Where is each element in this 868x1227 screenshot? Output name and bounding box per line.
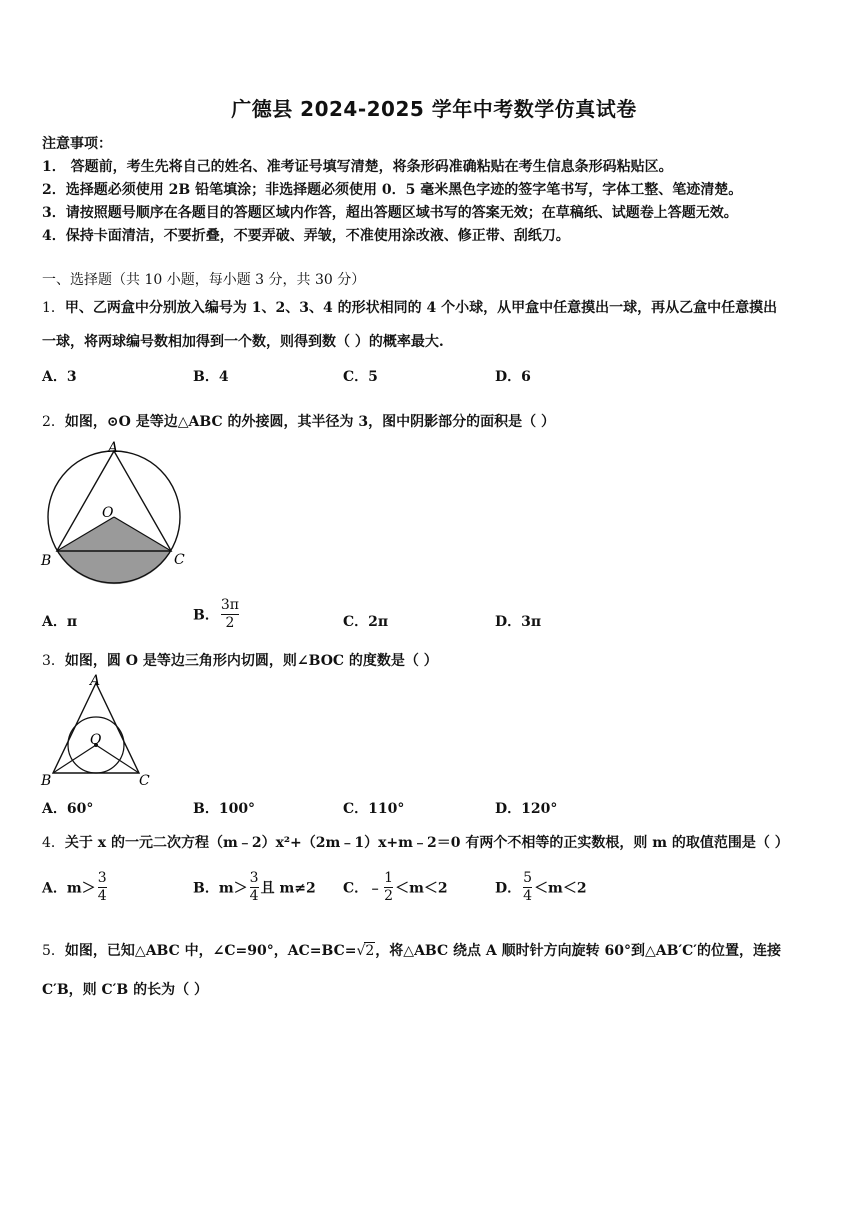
q4-line xyxy=(42,832,789,852)
q3-option-c: C．110° xyxy=(343,801,405,817)
q2-number: 2． xyxy=(42,414,65,430)
q4-option-c-fraction xyxy=(384,870,393,905)
q4-option-d-prefix: D． xyxy=(495,880,522,897)
q3-text: 如图，圆 O 是等边三角形内切圆，则∠BOC 的度数是（ ） xyxy=(64,653,438,669)
q3-label-a: A xyxy=(90,673,101,689)
q4-option-c-suffix: ＜m＜2 xyxy=(395,880,448,897)
q3-label-b: B xyxy=(41,773,52,789)
q1-line1 xyxy=(42,297,777,317)
q4-option-d-denominator: 4 xyxy=(523,888,533,904)
q4-option-a-denominator: 4 xyxy=(97,888,107,904)
q4-option-d-suffix: ＜m＜2 xyxy=(534,880,587,897)
q1-option-a: A．3 xyxy=(42,369,77,385)
q2-option-b-letter: B． xyxy=(193,607,219,624)
q3-triangle xyxy=(53,683,139,773)
q2-label-b: B xyxy=(41,553,52,569)
notice-item-1: 1． 答题前，考生先将自己的姓名、准考证号填写清楚，将条形码准确粘贴在考生信息条形码粘贴区。 xyxy=(42,159,673,175)
q5-text-post: ，将△ABC 绕点 A 顺时针方向旋转 60°到△AB′C′的位置，连接 xyxy=(375,943,781,959)
q3-line xyxy=(42,650,438,670)
q3-option-d: D．120° xyxy=(495,801,558,817)
q4-option-b xyxy=(193,870,316,905)
notice-heading: 注意事项： xyxy=(42,136,112,152)
q3-option-a: A．60° xyxy=(42,801,94,817)
q3-option-b: B．100° xyxy=(193,801,256,817)
q1-line2: 一球，将两球编号数相加得到一个数，则得到数（ ）的概率最大. xyxy=(42,334,444,350)
q2-option-c: C．2π xyxy=(343,614,389,630)
q2-figure xyxy=(38,437,188,597)
q4-option-d-numerator: 5 xyxy=(523,870,533,886)
q5-text-pre: 如图，已知△ABC 中，∠C=90°，AC=BC= xyxy=(64,943,357,959)
q5-line1 xyxy=(42,940,781,960)
notice-item-3: 3．请按照题号顺序在各题目的答题区域内作答，超出答题区域书写的答案无效；在草稿纸、试题卷上答题无效。 xyxy=(42,205,738,221)
q3-label-o: O xyxy=(90,732,102,748)
q4-number: 4． xyxy=(42,835,65,851)
q4-option-b-suffix: 且 m≠2 xyxy=(260,880,316,897)
q2-option-b-denominator: 2 xyxy=(225,615,235,631)
page-title: 广德县 2024-2025 学年中考数学仿真试卷 xyxy=(231,97,637,121)
q2-option-b xyxy=(193,597,241,632)
q2-option-d: D．3π xyxy=(495,614,542,630)
q5-line2: C′B，则 C′B 的长为（ ） xyxy=(42,982,208,998)
q4-option-b-fraction xyxy=(250,870,259,905)
q4-option-a-prefix: A．m＞ xyxy=(42,880,96,897)
q4-option-b-prefix: B．m＞ xyxy=(193,880,248,897)
q3-figure xyxy=(38,671,158,791)
q4-option-d xyxy=(495,870,587,905)
q1-option-d: D．6 xyxy=(495,369,531,385)
q4-option-c-prefix: C．﹣ xyxy=(343,880,383,897)
q4-option-b-denominator: 4 xyxy=(249,888,259,904)
q4-option-a-numerator: 3 xyxy=(97,870,107,886)
q5-sqrt-value: 2 xyxy=(365,943,375,959)
q4-option-d-fraction xyxy=(523,870,532,905)
notice-item-4: 4．保持卡面清洁，不要折叠，不要弄破、弄皱，不准使用涂改液、修正带、刮纸刀。 xyxy=(42,228,570,244)
q4-option-a-fraction xyxy=(98,870,107,905)
q3-number: 3． xyxy=(42,653,65,669)
q4-option-b-numerator: 3 xyxy=(249,870,259,886)
q1-option-c: C．5 xyxy=(343,369,378,385)
q5-number: 5． xyxy=(42,943,65,959)
q1-number: 1． xyxy=(42,300,65,316)
q2-label-o: O xyxy=(102,505,114,521)
q2-option-b-numerator: 3π xyxy=(220,597,239,613)
q3-label-c: C xyxy=(139,773,150,789)
section-heading: 一、选择题（共 10 小题，每小题 3 分，共 30 分） xyxy=(42,272,366,288)
q1-text-1: 甲、乙两盒中分别放入编号为 1、2、3、4 的形状相同的 4 个小球，从甲盒中任意摸出一球，再从乙盒中任意摸出 xyxy=(64,300,778,316)
q5-sqrt: √2 xyxy=(356,943,375,959)
q2-line xyxy=(42,411,555,431)
q1-option-b: B．4 xyxy=(193,369,229,385)
q2-segment-shade xyxy=(57,551,171,584)
q2-option-b-fraction xyxy=(221,597,239,632)
q4-option-c-numerator: 1 xyxy=(384,870,394,886)
q4-text: 关于 x 的一元二次方程（m﹣2）x²+（2m﹣1）x+m﹣2＝0 有两个不相等的正实数根，则 m 的取值范围是（ ） xyxy=(64,835,789,851)
q4-option-a xyxy=(42,870,109,905)
q2-label-c: C xyxy=(174,552,185,568)
q4-option-c-denominator: 2 xyxy=(384,888,394,904)
q2-option-a: A．π xyxy=(42,614,78,630)
q2-text: 如图，⊙O 是等边△ABC 的外接圆，其半径为 3，图中阴影部分的面积是（ ） xyxy=(64,414,555,430)
notice-item-2: 2．选择题必须使用 2B 铅笔填涂；非选择题必须使用 0．5 毫米黑色字迹的签字笔书写，字体工整、笔迹清楚。 xyxy=(42,182,743,198)
q2-label-a: A xyxy=(108,440,119,456)
q4-option-c xyxy=(343,870,448,905)
